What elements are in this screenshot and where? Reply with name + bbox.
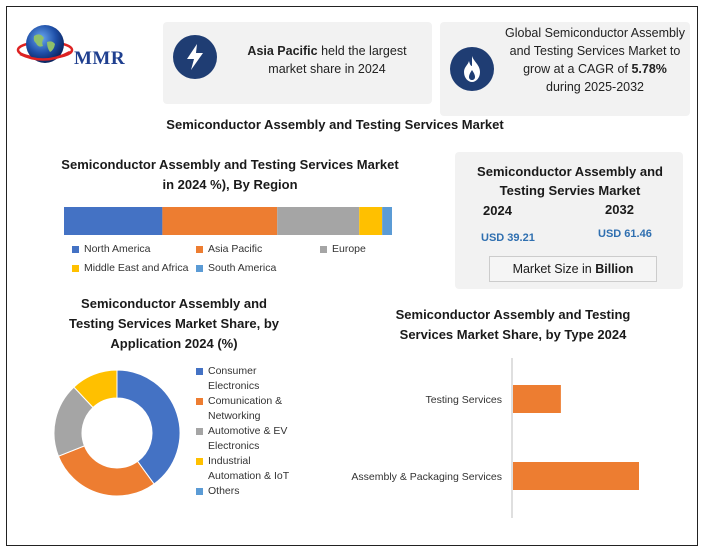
region-stacked-bar	[64, 207, 392, 235]
logo	[16, 20, 148, 76]
application-legend-label: Automotive & EV Electronics	[208, 425, 288, 452]
application-legend-item	[196, 454, 306, 484]
region-chart-title: Semiconductor Assembly and Testing Services Market in 2024 %), By Region	[61, 157, 399, 192]
region-legend-label: Europe	[332, 243, 366, 255]
region-legend-item	[72, 262, 196, 274]
application-legend	[196, 364, 306, 499]
legend-swatch	[196, 428, 203, 435]
region-legend-label: Asia Pacific	[208, 243, 263, 255]
application-legend-item	[196, 424, 306, 454]
type-bar-assembly-packaging-services	[513, 462, 639, 490]
legend-swatch	[196, 246, 203, 253]
main-title: Semiconductor Assembly and Testing Services Market	[166, 117, 504, 132]
legend-swatch	[196, 398, 203, 405]
legend-swatch	[72, 265, 79, 272]
application-legend-label: Consumer Electronics	[208, 365, 260, 392]
market-size-unit-bold: Billion	[595, 262, 634, 276]
type-tick-label: Assembly & Packaging Services	[351, 471, 502, 483]
region-bar-asia-pacific	[162, 207, 277, 235]
highlight-card-cagr	[440, 22, 690, 116]
legend-swatch	[196, 488, 203, 495]
application-donut-chart	[52, 368, 182, 498]
highlight-asia-rest: held the largest market share in 2024	[268, 44, 407, 76]
region-legend	[72, 243, 402, 274]
region-bar-north-america	[64, 207, 162, 235]
region-legend-item	[320, 243, 400, 255]
market-size-card	[455, 152, 683, 289]
application-legend-label: Industrial Automation & IoT	[208, 455, 290, 482]
legend-swatch	[320, 246, 327, 253]
market-size-unit-label: Market Size in	[512, 262, 596, 276]
type-tick-label: Testing Services	[425, 394, 502, 406]
type-chart-title: Semiconductor Assembly and Testing Services Market Share, by Type 2024	[395, 307, 631, 342]
donut-slice-comunication-networking	[58, 446, 154, 496]
application-legend-label: Comunication & Networking	[208, 395, 283, 422]
legend-swatch	[196, 265, 203, 272]
value-2024: USD 39.21	[481, 232, 535, 244]
region-legend-item	[72, 243, 196, 255]
application-legend-label: Others	[208, 485, 240, 497]
highlight-cagr-pre: Global Semiconductor Assembly and Testing Services Market to grow at a CAGR of	[505, 26, 685, 76]
legend-swatch	[196, 458, 203, 465]
region-bar-europe	[277, 207, 359, 235]
region-legend-item	[196, 262, 320, 274]
legend-swatch	[72, 246, 79, 253]
value-2032: USD 61.46	[598, 228, 652, 240]
market-size-unit	[489, 256, 657, 282]
type-bar-chart	[340, 358, 670, 518]
region-bar-middle-east-and-africa	[359, 207, 382, 235]
region-bar-south-america	[382, 207, 392, 235]
market-size-title: Semiconductor Assembly and Testing Servies Market	[477, 164, 663, 198]
highlight-card-asia	[163, 22, 432, 104]
highlight-asia-bold: Asia Pacific	[247, 44, 318, 58]
region-legend-label: North America	[84, 243, 151, 255]
application-legend-item	[196, 364, 306, 394]
highlight-cagr-bold: 5.78%	[631, 62, 667, 76]
year-2024: 2024	[483, 203, 512, 218]
year-2032: 2032	[605, 202, 634, 217]
highlight-cagr-post: during 2025-2032	[546, 80, 644, 94]
application-legend-item	[196, 394, 306, 424]
bolt-icon	[173, 35, 217, 79]
flame-icon	[450, 47, 494, 91]
region-legend-item	[196, 243, 320, 255]
highlight-asia-text	[229, 42, 425, 78]
application-chart-title: Semiconductor Assembly and Testing Services Market Share, by Application 2024 (%)	[68, 296, 280, 351]
type-bar-testing-services	[513, 385, 561, 413]
region-legend-label: Middle East and Africa	[84, 262, 189, 274]
globe-icon	[16, 20, 74, 76]
region-legend-label: South America	[208, 262, 277, 274]
logo-text: MMR	[74, 48, 126, 69]
highlight-cagr-text	[504, 24, 686, 96]
application-legend-item	[196, 484, 306, 499]
legend-swatch	[196, 368, 203, 375]
